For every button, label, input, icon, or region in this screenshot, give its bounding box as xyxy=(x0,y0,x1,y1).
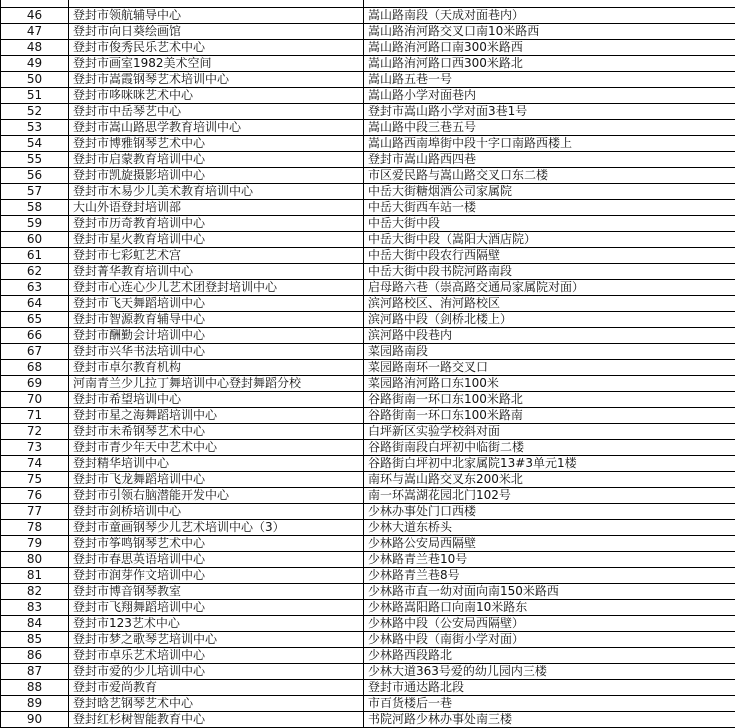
institution-name: 登封市酬勤会计培训中心 xyxy=(69,328,364,344)
institution-address: 中岳大街糖烟酒公司家属院 xyxy=(364,184,735,200)
institution-name: 登封市希望培训中心 xyxy=(69,392,364,408)
table-row xyxy=(1,72,735,88)
institution-name: 登封市爱的少儿培训中心 xyxy=(69,664,364,680)
institution-name: 登封市领航辅导中心 xyxy=(69,8,364,24)
institution-address: 登封市嵩山路小学对面3巷1号 xyxy=(364,104,735,120)
institution-name: 登封市卓乐艺术培训中心 xyxy=(69,648,364,664)
table-row xyxy=(1,120,735,136)
institution-name: 登封市星火教育培训中心 xyxy=(69,232,364,248)
row-number: 74 xyxy=(1,456,69,472)
table-row xyxy=(1,152,735,168)
institution-address xyxy=(364,0,735,8)
row-number: 89 xyxy=(1,696,69,712)
table-row xyxy=(1,264,735,280)
row-number: 46 xyxy=(1,8,69,24)
institution-name: 登封市卓尔教育机构 xyxy=(69,360,364,376)
institution-name: 登封市飞翔舞蹈培训中心 xyxy=(69,600,364,616)
institution-address: 中岳大街中段农行西隔壁 xyxy=(364,248,735,264)
table-row xyxy=(1,648,735,664)
row-number: 65 xyxy=(1,312,69,328)
institution-name: 登封市星之海舞蹈培训中心 xyxy=(69,408,364,424)
institution-address: 嵩山路洧河路口西300米路北 xyxy=(364,56,735,72)
row-number: 56 xyxy=(1,168,69,184)
institution-address: 少林路青兰巷8号 xyxy=(364,568,735,584)
institution-address: 滨河路中段巷内 xyxy=(364,328,735,344)
row-number: 63 xyxy=(1,280,69,296)
table-row xyxy=(1,104,735,120)
institution-address: 谷路街南一环口东100米路北 xyxy=(364,392,735,408)
table-row xyxy=(1,440,735,456)
row-number: 78 xyxy=(1,520,69,536)
table-row xyxy=(1,328,735,344)
institution-address: 少林大道东桥头 xyxy=(364,520,735,536)
table-row xyxy=(1,0,735,8)
row-number: 69 xyxy=(1,376,69,392)
institution-address: 嵩山路洧河路交叉口南10米路西 xyxy=(364,24,735,40)
institution-name: 登封市123艺术中心 xyxy=(69,616,364,632)
row-number: 59 xyxy=(1,216,69,232)
institution-address: 少林路西段路北 xyxy=(364,648,735,664)
row-number: 48 xyxy=(1,40,69,56)
table-row xyxy=(1,424,735,440)
table-row xyxy=(1,312,735,328)
institution-address: 启母路六巷（崇高路交通局家属院对面） xyxy=(364,280,735,296)
row-number: 58 xyxy=(1,200,69,216)
institution-address: 少林路中段（南街小学对面） xyxy=(364,632,735,648)
table-row xyxy=(1,344,735,360)
table-row xyxy=(1,472,735,488)
institution-name: 登封市向日葵绘画馆 xyxy=(69,24,364,40)
row-number: 49 xyxy=(1,56,69,72)
row-number: 60 xyxy=(1,232,69,248)
institution-address: 滨河路校区、洧河路校区 xyxy=(364,296,735,312)
institution-name: 大山外语登封培训部 xyxy=(69,200,364,216)
institution-address: 市区爱民路与嵩山路交叉口东二楼 xyxy=(364,168,735,184)
institution-name: 登封市爱尚教育 xyxy=(69,680,364,696)
table-row xyxy=(1,552,735,568)
row-number: 81 xyxy=(1,568,69,584)
institution-name: 登封市心连心少儿艺术团登封培训中心 xyxy=(69,280,364,296)
row-number: 90 xyxy=(1,712,69,728)
table-row xyxy=(1,24,735,40)
institution-address: 少林路公安局西隔壁 xyxy=(364,536,735,552)
institution-address: 少林路嵩阳路口向南10米路东 xyxy=(364,600,735,616)
institution-name: 登封市画室1982美术空间 xyxy=(69,56,364,72)
row-number: 55 xyxy=(1,152,69,168)
row-number: 70 xyxy=(1,392,69,408)
table-row xyxy=(1,168,735,184)
institution-address: 少林路青兰巷10号 xyxy=(364,552,735,568)
institution-name: 登封市七彩虹艺术宫 xyxy=(69,248,364,264)
institution-address: 中岳大街中段（嵩阳大酒店院） xyxy=(364,232,735,248)
institution-name: 登封市未希钢琴艺术中心 xyxy=(69,424,364,440)
institution-address: 少林路中段（公安局西隔壁） xyxy=(364,616,735,632)
institution-name: 登封市飞龙舞蹈培训中心 xyxy=(69,472,364,488)
institution-name: 登封市博雅钢琴艺术中心 xyxy=(69,136,364,152)
institution-address: 少林路市直一幼对面向南150米路西 xyxy=(364,584,735,600)
row-number: 87 xyxy=(1,664,69,680)
table-row xyxy=(1,696,735,712)
table-row xyxy=(1,184,735,200)
institution-name: 登封市润芽作文培训中心 xyxy=(69,568,364,584)
institution-name: 登封市剑桥培训中心 xyxy=(69,504,364,520)
row-number: 52 xyxy=(1,104,69,120)
table-row xyxy=(1,632,735,648)
institution-name: 登封市历奇教育培训中心 xyxy=(69,216,364,232)
table-row xyxy=(1,456,735,472)
institution-address: 谷路街南一环口东100米路南 xyxy=(364,408,735,424)
row-number xyxy=(1,0,69,8)
institution-name: 登封市飞天舞蹈培训中心 xyxy=(69,296,364,312)
institution-name: 登封市凯旋摄影培训中心 xyxy=(69,168,364,184)
institution-name xyxy=(69,0,364,8)
institution-address: 谷路街南段白坪初中临街二楼 xyxy=(364,440,735,456)
institution-address: 嵩山路小学对面巷内 xyxy=(364,88,735,104)
table-row xyxy=(1,392,735,408)
row-number: 51 xyxy=(1,88,69,104)
table-row xyxy=(1,584,735,600)
table-row xyxy=(1,40,735,56)
table-row xyxy=(1,600,735,616)
row-number: 82 xyxy=(1,584,69,600)
row-number: 53 xyxy=(1,120,69,136)
row-number: 57 xyxy=(1,184,69,200)
table-row xyxy=(1,200,735,216)
institution-name: 登封市兴华书法培训中心 xyxy=(69,344,364,360)
table-row xyxy=(1,616,735,632)
row-number: 68 xyxy=(1,360,69,376)
row-number: 50 xyxy=(1,72,69,88)
institution-address: 中岳大街中段书院河路南段 xyxy=(364,264,735,280)
table-row xyxy=(1,296,735,312)
table-row xyxy=(1,248,735,264)
table-row xyxy=(1,88,735,104)
row-number: 67 xyxy=(1,344,69,360)
institution-name: 登封市木易少儿美术教育培训中心 xyxy=(69,184,364,200)
institution-name: 登封市俊秀民乐艺术中心 xyxy=(69,40,364,56)
table-row xyxy=(1,232,735,248)
institution-address: 谷路街白坪初中北家属院13#3单元1楼 xyxy=(364,456,735,472)
institution-address: 嵩山路五巷一号 xyxy=(364,72,735,88)
row-number: 72 xyxy=(1,424,69,440)
institution-address: 嵩山路西南埠街中段十字口南路西楼上 xyxy=(364,136,735,152)
institution-address: 登封市嵩山路西四巷 xyxy=(364,152,735,168)
institution-name: 登封市博音钢琴教室 xyxy=(69,584,364,600)
institution-name: 登封市智源教育辅导中心 xyxy=(69,312,364,328)
row-number: 64 xyxy=(1,296,69,312)
institution-name: 登封市嵩霞钢琴艺术培训中心 xyxy=(69,72,364,88)
institution-address: 嵩山路中段三巷五号 xyxy=(364,120,735,136)
institution-name: 登封市青少年天中艺术中心 xyxy=(69,440,364,456)
row-number: 80 xyxy=(1,552,69,568)
institution-name: 登封市中岳琴艺中心 xyxy=(69,104,364,120)
row-number: 66 xyxy=(1,328,69,344)
table-row xyxy=(1,664,735,680)
table-row xyxy=(1,680,735,696)
institution-address: 菜园路洧河路口东100米 xyxy=(364,376,735,392)
institution-name: 登封晗艺钢琴艺术中心 xyxy=(69,696,364,712)
institution-name: 登封市引领右脑潜能开发中心 xyxy=(69,488,364,504)
row-number: 88 xyxy=(1,680,69,696)
row-number: 84 xyxy=(1,616,69,632)
institution-address: 嵩山路洧河路口南300米路西 xyxy=(364,40,735,56)
table-row xyxy=(1,136,735,152)
institution-name: 登封精华培训中心 xyxy=(69,456,364,472)
table-row xyxy=(1,360,735,376)
institution-address: 少林大道363号爱的幼儿园内三楼 xyxy=(364,664,735,680)
institution-address: 市百货楼后一巷 xyxy=(364,696,735,712)
institution-address: 登封市通达路北段 xyxy=(364,680,735,696)
institution-name: 登封市梦之歌琴艺培训中心 xyxy=(69,632,364,648)
institution-name: 登封市启蒙教育培训中心 xyxy=(69,152,364,168)
row-number: 83 xyxy=(1,600,69,616)
institution-name: 登封市筝鸣钢琴艺术中心 xyxy=(69,536,364,552)
row-number: 71 xyxy=(1,408,69,424)
institution-name: 登封市童画钢琴少儿艺术培训中心（3） xyxy=(69,520,364,536)
institution-name: 登封红杉树智能教育中心 xyxy=(69,712,364,728)
row-number: 61 xyxy=(1,248,69,264)
table-row xyxy=(1,280,735,296)
institution-address: 南环与嵩山路交叉东200米北 xyxy=(364,472,735,488)
row-number: 73 xyxy=(1,440,69,456)
institution-address: 嵩山路南段（天成对面巷内） xyxy=(364,8,735,24)
institution-address: 滨河路中段（剑桥北楼上） xyxy=(364,312,735,328)
institution-name: 登封市哆咪咪艺术中心 xyxy=(69,88,364,104)
table-row xyxy=(1,376,735,392)
institution-address: 中岳大街西车站一楼 xyxy=(364,200,735,216)
table-body xyxy=(1,0,735,728)
table-row xyxy=(1,712,735,728)
row-number: 47 xyxy=(1,24,69,40)
row-number: 54 xyxy=(1,136,69,152)
institution-address: 菜园路南段 xyxy=(364,344,735,360)
table-row xyxy=(1,504,735,520)
institution-address: 菜园路南环一路交叉口 xyxy=(364,360,735,376)
institution-address: 南一环嵩湖花园北门102号 xyxy=(364,488,735,504)
institution-address: 书院河路少林办事处南三楼 xyxy=(364,712,735,728)
table-row xyxy=(1,520,735,536)
table-row xyxy=(1,56,735,72)
table-row xyxy=(1,488,735,504)
row-number: 79 xyxy=(1,536,69,552)
institution-name: 河南青兰少儿拉丁舞培训中心登封舞蹈分校 xyxy=(69,376,364,392)
row-number: 75 xyxy=(1,472,69,488)
row-number: 76 xyxy=(1,488,69,504)
row-number: 77 xyxy=(1,504,69,520)
row-number: 85 xyxy=(1,632,69,648)
table-row xyxy=(1,568,735,584)
table-row xyxy=(1,408,735,424)
institution-address: 中岳大街中段 xyxy=(364,216,735,232)
row-number: 62 xyxy=(1,264,69,280)
institution-name: 登封市嵩山路思学教育培训中心 xyxy=(69,120,364,136)
institution-address: 少林办事处门口西楼 xyxy=(364,504,735,520)
institution-name: 登封市春思英语培训中心 xyxy=(69,552,364,568)
institution-name: 登封菁华教育培训中心 xyxy=(69,264,364,280)
table-row xyxy=(1,8,735,24)
institution-address: 白坪新区实验学校斜对面 xyxy=(364,424,735,440)
table-row xyxy=(1,536,735,552)
table-row xyxy=(1,216,735,232)
row-number: 86 xyxy=(1,648,69,664)
